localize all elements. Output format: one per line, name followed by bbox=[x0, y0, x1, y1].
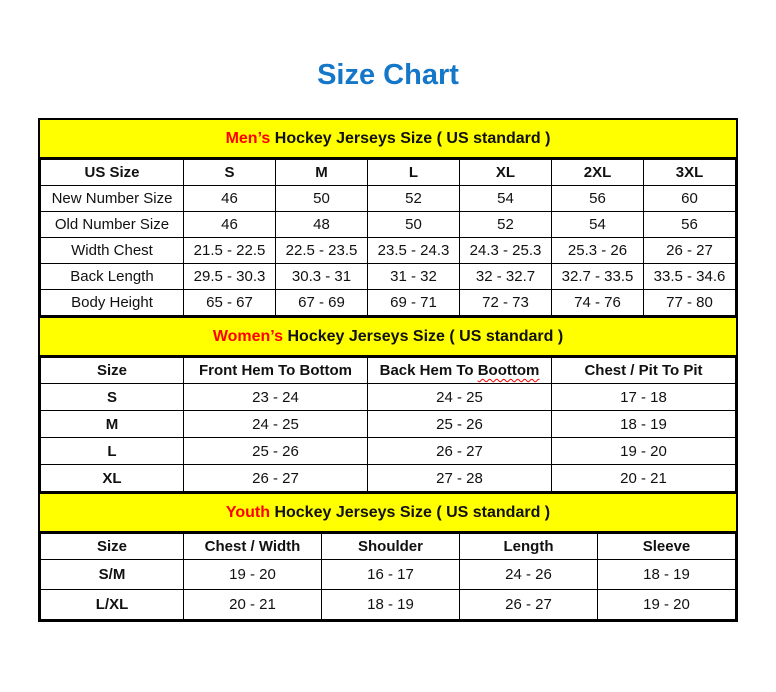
column-header: Chest / Width bbox=[184, 534, 322, 560]
size-value: 18 - 19 bbox=[552, 411, 736, 438]
column-header: Length bbox=[460, 534, 598, 560]
table-row bbox=[41, 411, 736, 438]
size-value: 19 - 20 bbox=[598, 590, 736, 620]
column-header: S bbox=[184, 160, 276, 186]
column-header: Size bbox=[41, 358, 184, 384]
column-header: Chest / Pit To Pit bbox=[552, 358, 736, 384]
size-value: 24 - 25 bbox=[368, 384, 552, 411]
column-header: US Size bbox=[41, 160, 184, 186]
size-value: 16 - 17 bbox=[322, 560, 460, 590]
size-value: 67 - 69 bbox=[276, 290, 368, 316]
size-value: 23.5 - 24.3 bbox=[368, 238, 460, 264]
table-row bbox=[41, 384, 736, 411]
row-label: S/M bbox=[41, 560, 184, 590]
size-value: 50 bbox=[276, 186, 368, 212]
size-value: 17 - 18 bbox=[552, 384, 736, 411]
youth-banner-text: Hockey Jerseys Size ( US standard ) bbox=[270, 504, 551, 521]
size-value: 46 bbox=[184, 186, 276, 212]
size-value: 46 bbox=[184, 212, 276, 238]
column-header: XL bbox=[460, 160, 552, 186]
size-value: 25 - 26 bbox=[184, 438, 368, 465]
row-label: New Number Size bbox=[41, 186, 184, 212]
size-value: 54 bbox=[460, 186, 552, 212]
row-label: Body Height bbox=[41, 290, 184, 316]
size-value: 18 - 19 bbox=[598, 560, 736, 590]
size-value: 27 - 28 bbox=[368, 465, 552, 492]
row-label: XL bbox=[41, 465, 184, 492]
table-row bbox=[41, 186, 736, 212]
youth-size-table bbox=[40, 533, 736, 620]
column-header: M bbox=[276, 160, 368, 186]
size-value: 74 - 76 bbox=[552, 290, 644, 316]
size-value: 23 - 24 bbox=[184, 384, 368, 411]
size-value: 29.5 - 30.3 bbox=[184, 264, 276, 290]
row-label: Old Number Size bbox=[41, 212, 184, 238]
size-value: 33.5 - 34.6 bbox=[644, 264, 736, 290]
row-label: L/XL bbox=[41, 590, 184, 620]
column-header: 2XL bbox=[552, 160, 644, 186]
size-value: 72 - 73 bbox=[460, 290, 552, 316]
youth-section-banner bbox=[40, 492, 736, 533]
size-value: 56 bbox=[644, 212, 736, 238]
size-value: 25.3 - 26 bbox=[552, 238, 644, 264]
size-value: 18 - 19 bbox=[322, 590, 460, 620]
womens-banner-text: Hockey Jerseys Size ( US standard ) bbox=[283, 328, 564, 345]
header-row bbox=[41, 534, 736, 560]
mens-size-table bbox=[40, 159, 736, 316]
size-value: 65 - 67 bbox=[184, 290, 276, 316]
column-header: Size bbox=[41, 534, 184, 560]
size-value: 48 bbox=[276, 212, 368, 238]
size-value: 24.3 - 25.3 bbox=[460, 238, 552, 264]
size-value: 54 bbox=[552, 212, 644, 238]
size-value: 24 - 26 bbox=[460, 560, 598, 590]
size-value: 25 - 26 bbox=[368, 411, 552, 438]
size-value: 26 - 27 bbox=[368, 438, 552, 465]
size-value: 19 - 20 bbox=[184, 560, 322, 590]
size-value: 24 - 25 bbox=[184, 411, 368, 438]
header-row bbox=[41, 160, 736, 186]
row-label: Back Length bbox=[41, 264, 184, 290]
size-value: 20 - 21 bbox=[184, 590, 322, 620]
size-value: 52 bbox=[368, 186, 460, 212]
page-title: Size Chart bbox=[317, 59, 459, 91]
size-value: 69 - 71 bbox=[368, 290, 460, 316]
size-value: 20 - 21 bbox=[552, 465, 736, 492]
size-value: 32 - 32.7 bbox=[460, 264, 552, 290]
size-value: 21.5 - 22.5 bbox=[184, 238, 276, 264]
size-value: 56 bbox=[552, 186, 644, 212]
size-value: 60 bbox=[644, 186, 736, 212]
table-row bbox=[41, 264, 736, 290]
youth-section bbox=[40, 492, 736, 620]
womens-size-table bbox=[40, 357, 736, 492]
table-row bbox=[41, 212, 736, 238]
size-value: 26 - 27 bbox=[644, 238, 736, 264]
size-value: 22.5 - 23.5 bbox=[276, 238, 368, 264]
column-header: 3XL bbox=[644, 160, 736, 186]
womens-banner-highlight: Women’s bbox=[212, 328, 284, 345]
column-header: Front Hem To Bottom bbox=[184, 358, 368, 384]
table-row bbox=[41, 590, 736, 620]
youth-banner-highlight: Youth bbox=[225, 504, 270, 521]
size-chart bbox=[38, 118, 738, 622]
size-value: 26 - 27 bbox=[184, 465, 368, 492]
size-value: 50 bbox=[368, 212, 460, 238]
mens-banner-text: Hockey Jerseys Size ( US standard ) bbox=[270, 130, 551, 147]
table-row bbox=[41, 290, 736, 316]
table-row bbox=[41, 465, 736, 492]
column-header: L bbox=[368, 160, 460, 186]
column-header: Shoulder bbox=[322, 534, 460, 560]
mens-section bbox=[40, 120, 736, 316]
row-label: M bbox=[41, 411, 184, 438]
mens-section-banner bbox=[40, 120, 736, 159]
header-row bbox=[41, 358, 736, 384]
womens-section-banner bbox=[40, 316, 736, 357]
row-label: L bbox=[41, 438, 184, 465]
mens-banner-highlight: Men’s bbox=[225, 130, 271, 147]
size-value: 52 bbox=[460, 212, 552, 238]
table-row bbox=[41, 438, 736, 465]
womens-section bbox=[40, 316, 736, 492]
row-label: Width Chest bbox=[41, 238, 184, 264]
size-value: 26 - 27 bbox=[460, 590, 598, 620]
table-row bbox=[41, 238, 736, 264]
column-header-text: Back Hem To bbox=[379, 362, 478, 379]
size-value: 19 - 20 bbox=[552, 438, 736, 465]
table-row bbox=[41, 560, 736, 590]
size-value: 30.3 - 31 bbox=[276, 264, 368, 290]
column-header: Sleeve bbox=[598, 534, 736, 560]
misspelled-word: Boottom bbox=[477, 362, 540, 379]
column-header bbox=[368, 358, 552, 384]
size-value: 31 - 32 bbox=[368, 264, 460, 290]
size-value: 32.7 - 33.5 bbox=[552, 264, 644, 290]
row-label: S bbox=[41, 384, 184, 411]
size-value: 77 - 80 bbox=[644, 290, 736, 316]
